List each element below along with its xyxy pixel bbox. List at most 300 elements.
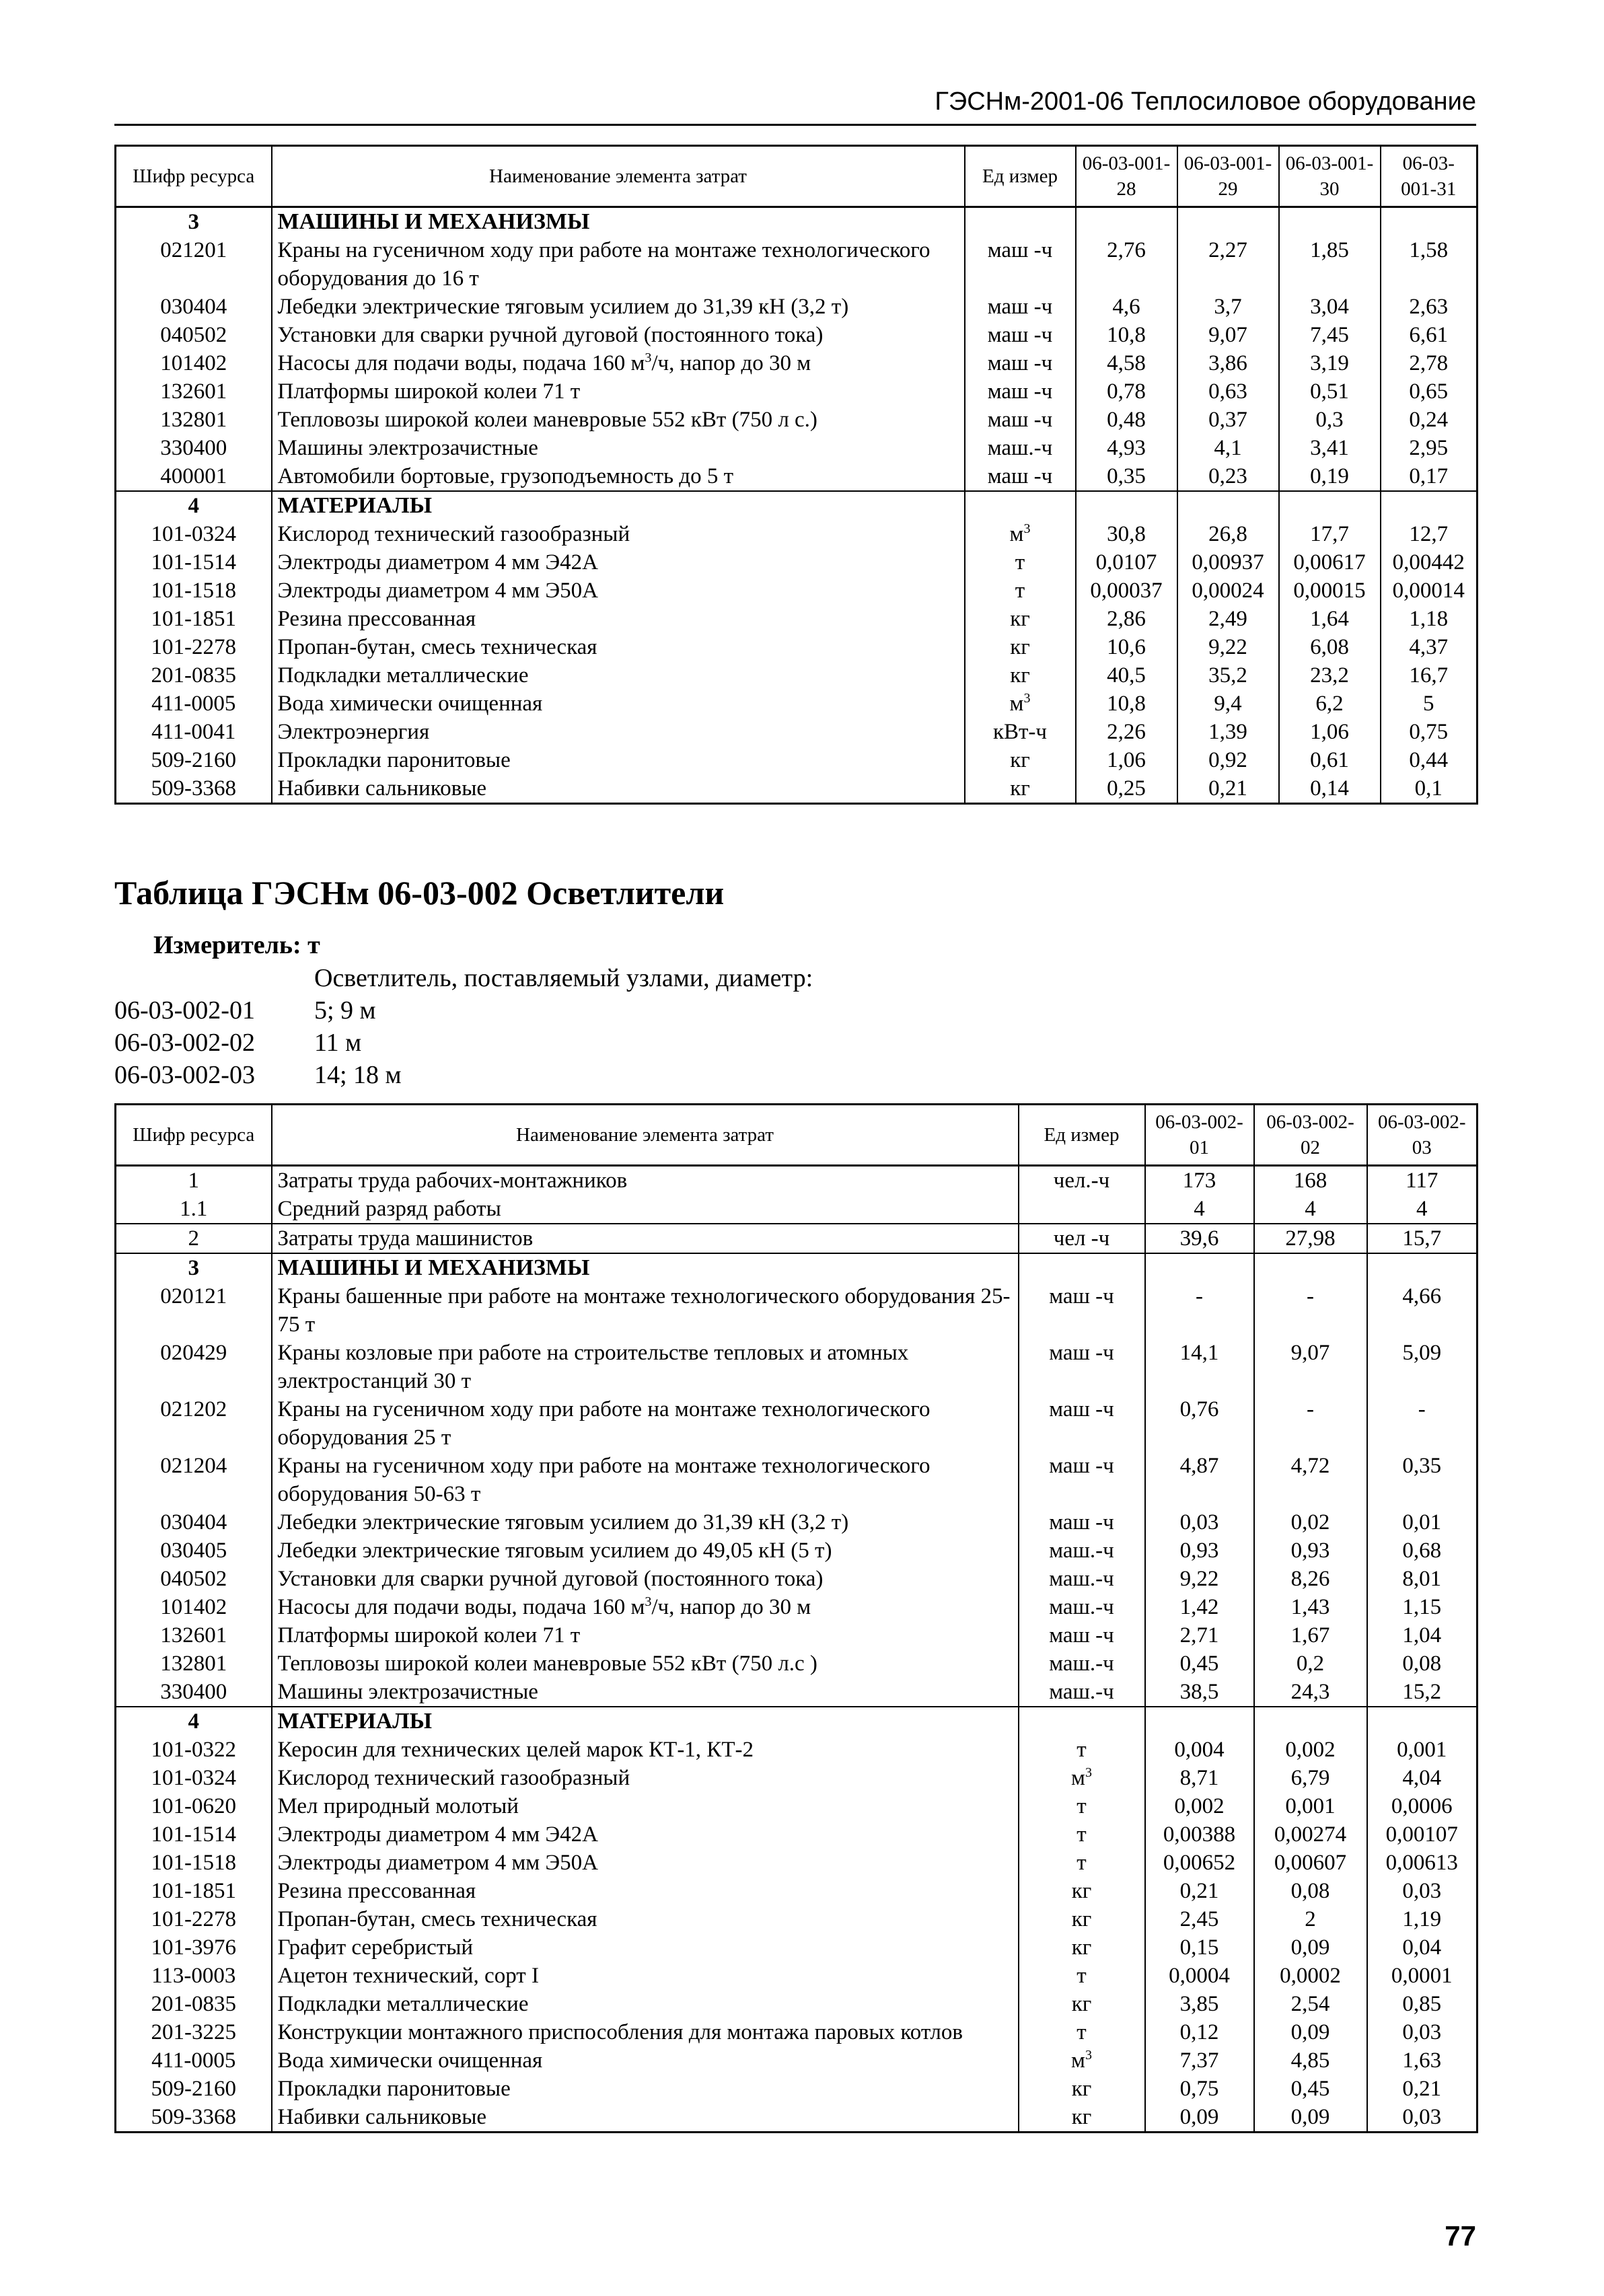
cell-value: 2,78 — [1381, 349, 1478, 377]
cell-unit: маш.-ч — [1019, 1565, 1145, 1593]
variant-line — [114, 996, 653, 1025]
cell-value: 2,54 — [1254, 1990, 1367, 2018]
table-row — [116, 1650, 1478, 1678]
cell-value: 4 — [1254, 1195, 1367, 1224]
cell-name: Электроды диаметром 4 мм Э50А — [272, 577, 965, 605]
cell-value: 1,18 — [1381, 605, 1478, 633]
cell-code: 509-3368 — [116, 774, 272, 804]
table-row — [116, 605, 1478, 633]
cell-value: 3,04 — [1279, 293, 1381, 321]
cell-name: Краны на гусеничном ходу при работе на монтаже технологического оборудования 50-63 т — [272, 1452, 1019, 1508]
cell-unit: т — [965, 577, 1076, 605]
cell-value: 2,95 — [1381, 434, 1478, 462]
cell-value: 0,09 — [1145, 2103, 1254, 2133]
col-header-norm: 06-03-001-29 — [1177, 146, 1279, 207]
cell-name: Краны на гусеничном ходу при работе на монтаже технологического оборудования до 16 т — [272, 236, 965, 293]
cell-value: 0,00274 — [1254, 1820, 1367, 1849]
cell-unit: маш -ч — [1019, 1339, 1145, 1395]
cell-value: 0,85 — [1367, 1990, 1478, 2018]
cell-value — [1076, 491, 1177, 520]
cell-value: 0,03 — [1145, 1508, 1254, 1536]
cell-unit: кг — [965, 746, 1076, 774]
cell-value: 0,21 — [1145, 1877, 1254, 1905]
table-title: Таблица ГЭСНм 06-03-002 Осветлители — [114, 874, 725, 912]
table-header-row — [116, 1105, 1478, 1166]
cell-code: 020429 — [116, 1339, 272, 1395]
cell-unit: т — [1019, 1849, 1145, 1877]
table-row — [116, 661, 1478, 690]
cell-value: 0,93 — [1254, 1536, 1367, 1565]
cell-code: 411-0005 — [116, 690, 272, 718]
variants-intro: Осветлитель, поставляемый узлами, диаметр: — [314, 964, 813, 992]
cell-value: 0,002 — [1254, 1736, 1367, 1764]
table-row — [116, 718, 1478, 746]
cell-unit: маш -ч — [1019, 1282, 1145, 1339]
cell-code: 101-0322 — [116, 1736, 272, 1764]
section-row — [116, 491, 1478, 520]
cell-unit — [1019, 1195, 1145, 1224]
cell-value: 0,001 — [1254, 1792, 1367, 1820]
cell-name: Мел природный молотый — [272, 1792, 1019, 1820]
cell-value: 23,2 — [1279, 661, 1381, 690]
cell-value: 30,8 — [1076, 520, 1177, 548]
table-row — [116, 1166, 1478, 1195]
table-row — [116, 434, 1478, 462]
cell-code: 101-1518 — [116, 1849, 272, 1877]
cell-code: 132601 — [116, 377, 272, 406]
cell-unit: $м^3$ — [1019, 1764, 1145, 1792]
cell-code: 411-0041 — [116, 718, 272, 746]
cell-code: 2 — [116, 1224, 272, 1253]
cell-code: 020121 — [116, 1282, 272, 1339]
cell-value: 0,00607 — [1254, 1849, 1367, 1877]
cell-value: 0,00107 — [1367, 1820, 1478, 1849]
cell-unit: кг — [1019, 1990, 1145, 2018]
cell-value: 8,01 — [1367, 1565, 1478, 1593]
cell-unit: кг — [1019, 1933, 1145, 1962]
cell-code: 132801 — [116, 1650, 272, 1678]
cell-unit: маш -ч — [965, 293, 1076, 321]
cell-value: 10,8 — [1076, 321, 1177, 349]
cell-code: 201-3225 — [116, 2018, 272, 2046]
cell-name: Прокладки паронитовые — [272, 746, 965, 774]
cell-value: 6,08 — [1279, 633, 1381, 661]
cell-unit: $м^3$ — [965, 690, 1076, 718]
cell-value — [1254, 1707, 1367, 1736]
cell-value: 0,65 — [1381, 377, 1478, 406]
cell-value: 0,44 — [1381, 746, 1478, 774]
cell-value: 0,12 — [1145, 2018, 1254, 2046]
cell-value: 0,002 — [1145, 1792, 1254, 1820]
cell-value: 27,98 — [1254, 1224, 1367, 1253]
cell-value: 24,3 — [1254, 1678, 1367, 1707]
cell-unit: маш.-ч — [1019, 1650, 1145, 1678]
cell-code: 021204 — [116, 1452, 272, 1508]
cell-unit: маш -ч — [1019, 1508, 1145, 1536]
cell-code: 330400 — [116, 1678, 272, 1707]
cell-unit: маш -ч — [1019, 1621, 1145, 1650]
cell-value: 0,45 — [1145, 1650, 1254, 1678]
cell-name: Насосы для подачи воды, подача 160 $м^3/ч$, напор до 30 м — [272, 349, 965, 377]
cell-value: 0,004 — [1145, 1736, 1254, 1764]
cell-value: 35,2 — [1177, 661, 1279, 690]
cell-value: 1,39 — [1177, 718, 1279, 746]
cell-value: 4 — [1367, 1195, 1478, 1224]
cell-name: Автомобили бортовые, грузоподъемность до 5 т — [272, 462, 965, 491]
col-header-norm: 06-03-001-30 — [1279, 146, 1381, 207]
cell-value: 0,19 — [1279, 462, 1381, 491]
cell-code: 021202 — [116, 1395, 272, 1452]
cell-value: 10,8 — [1076, 690, 1177, 718]
page-number: 77 — [1445, 2220, 1476, 2252]
cell-name: Краны башенные при работе на монтаже технологического оборудования 25-75 т — [272, 1282, 1019, 1339]
variant-code: 06-03-002-01 — [114, 996, 255, 1025]
table-row — [116, 1282, 1478, 1339]
cell-value: 0,00388 — [1145, 1820, 1254, 1849]
cell-value: 0,17 — [1381, 462, 1478, 491]
cell-value: 3,85 — [1145, 1990, 1254, 2018]
cell-value: 1,85 — [1279, 236, 1381, 293]
cell-value: 0,35 — [1076, 462, 1177, 491]
table-row — [116, 1962, 1478, 1990]
cell-name: МАТЕРИАЛЫ — [272, 491, 965, 520]
cell-name: МАТЕРИАЛЫ — [272, 1707, 1019, 1736]
cell-value: 9,07 — [1254, 1339, 1367, 1395]
cell-value: - — [1367, 1395, 1478, 1452]
cell-code: 509-2160 — [116, 746, 272, 774]
variant-code: 06-03-002-03 — [114, 1061, 255, 1089]
cell-value: 8,26 — [1254, 1565, 1367, 1593]
cell-unit: чел -ч — [1019, 1224, 1145, 1253]
table-row — [116, 774, 1478, 804]
cell-code: 101402 — [116, 349, 272, 377]
cell-value: 0,76 — [1145, 1395, 1254, 1452]
table-row — [116, 2103, 1478, 2133]
cell-unit: т — [965, 548, 1076, 577]
cell-value: 0,00442 — [1381, 548, 1478, 577]
cell-code: 101402 — [116, 1593, 272, 1621]
cell-name: Краны козловые при работе на строительстве тепловых и атомных электростанций 30 т — [272, 1339, 1019, 1395]
cell-value: 0,09 — [1254, 2103, 1367, 2133]
cell-value — [1145, 1253, 1254, 1282]
cell-value: 9,4 — [1177, 690, 1279, 718]
col-header-norm: 06-03-001-28 — [1076, 146, 1177, 207]
cell-value: 0,2 — [1254, 1650, 1367, 1678]
cell-value: 4,72 — [1254, 1452, 1367, 1508]
table-row — [116, 2018, 1478, 2046]
cell-value — [1381, 491, 1478, 520]
cell-value: 0,0002 — [1254, 1962, 1367, 1990]
cell-value: 0,09 — [1254, 2018, 1367, 2046]
table-row — [116, 1990, 1478, 2018]
cell-value: 0,14 — [1279, 774, 1381, 804]
table-row — [116, 1452, 1478, 1508]
cell-code: 101-0324 — [116, 1764, 272, 1792]
cell-code: 400001 — [116, 462, 272, 491]
cell-value: 0,3 — [1279, 406, 1381, 434]
cell-value: 4,93 — [1076, 434, 1177, 462]
cell-value: 1,58 — [1381, 236, 1478, 293]
cell-code: 1.1 — [116, 1195, 272, 1224]
cell-value: 0,00015 — [1279, 577, 1381, 605]
cell-unit: т — [1019, 2018, 1145, 2046]
cell-value — [1381, 207, 1478, 237]
cell-value: 2,76 — [1076, 236, 1177, 293]
cell-name: Набивки сальниковые — [272, 774, 965, 804]
cell-code: 101-1518 — [116, 577, 272, 605]
cell-name: Резина прессованная — [272, 1877, 1019, 1905]
cell-name: Графит серебристый — [272, 1933, 1019, 1962]
cell-value: 3,86 — [1177, 349, 1279, 377]
cell-unit — [1019, 1253, 1145, 1282]
cell-value: 0,0107 — [1076, 548, 1177, 577]
cell-unit: кВт-ч — [965, 718, 1076, 746]
cell-unit: т — [1019, 1962, 1145, 1990]
variant-desc: 14; 18 м — [314, 1061, 402, 1089]
cell-value: 0,08 — [1254, 1877, 1367, 1905]
table-row — [116, 1736, 1478, 1764]
cell-value: 0,48 — [1076, 406, 1177, 434]
cell-name: Резина прессованная — [272, 605, 965, 633]
cell-value: 0,0004 — [1145, 1962, 1254, 1990]
cell-value: 0,21 — [1177, 774, 1279, 804]
cell-unit: $м^3$ — [1019, 2046, 1145, 2075]
cell-code: 330400 — [116, 434, 272, 462]
cell-value: 0,03 — [1367, 2018, 1478, 2046]
cell-value: 4,66 — [1367, 1282, 1478, 1339]
cell-value: 0,00037 — [1076, 577, 1177, 605]
cell-value: 0,92 — [1177, 746, 1279, 774]
table-header-row — [116, 146, 1478, 207]
cell-unit: $м^3$ — [965, 520, 1076, 548]
cell-value: 1,67 — [1254, 1621, 1367, 1650]
cell-value: 0,37 — [1177, 406, 1279, 434]
cell-unit: маш -ч — [965, 377, 1076, 406]
cell-value: 0,00024 — [1177, 577, 1279, 605]
col-header-norm: 06-03-002-02 — [1254, 1105, 1367, 1166]
cell-value: 0,15 — [1145, 1933, 1254, 1962]
cell-name: Машины электрозачистные — [272, 1678, 1019, 1707]
cell-unit: маш -ч — [965, 236, 1076, 293]
cell-code: 040502 — [116, 321, 272, 349]
cell-value: 4,6 — [1076, 293, 1177, 321]
cell-unit: маш.-ч — [965, 434, 1076, 462]
cell-value: 2,86 — [1076, 605, 1177, 633]
cell-code: 4 — [116, 1707, 272, 1736]
cell-name: Пропан-бутан, смесь техническая — [272, 633, 965, 661]
cell-name: Затраты труда рабочих-монтажников — [272, 1166, 1019, 1195]
cell-code: 201-0835 — [116, 661, 272, 690]
cell-code: 132801 — [116, 406, 272, 434]
cell-value: 5,09 — [1367, 1339, 1478, 1395]
cell-value: 4,04 — [1367, 1764, 1478, 1792]
cell-value: 15,7 — [1367, 1224, 1478, 1253]
table-row — [116, 520, 1478, 548]
cell-unit: маш.-ч — [1019, 1536, 1145, 1565]
col-header-code: Шифр ресурса — [116, 146, 272, 207]
cell-value: 4,87 — [1145, 1452, 1254, 1508]
table-row — [116, 746, 1478, 774]
cell-value — [1367, 1707, 1478, 1736]
cell-value: 9,07 — [1177, 321, 1279, 349]
cell-code: 113-0003 — [116, 1962, 272, 1990]
cell-value: 9,22 — [1177, 633, 1279, 661]
cell-name: Машины электрозачистные — [272, 434, 965, 462]
cell-value: 0,00617 — [1279, 548, 1381, 577]
cell-name: Электроды диаметром 4 мм Э42А — [272, 548, 965, 577]
cell-name: Керосин для технических целей марок КТ-1, КТ-2 — [272, 1736, 1019, 1764]
cell-value: 0,03 — [1367, 2103, 1478, 2133]
cell-value: 2,27 — [1177, 236, 1279, 293]
cell-value: 9,22 — [1145, 1565, 1254, 1593]
cell-value: 0,00937 — [1177, 548, 1279, 577]
cell-name: Ацетон технический, сорт I — [272, 1962, 1019, 1990]
cell-code: 101-1514 — [116, 548, 272, 577]
cell-name: Электроды диаметром 4 мм Э42А — [272, 1820, 1019, 1849]
cell-code: 040502 — [116, 1565, 272, 1593]
cell-value: 17,7 — [1279, 520, 1381, 548]
col-header-unit: Ед измер — [965, 146, 1076, 207]
superscript: 3 — [1023, 691, 1031, 706]
cell-value: 2,71 — [1145, 1621, 1254, 1650]
col-header-name: Наименование элемента затрат — [272, 1105, 1019, 1166]
cell-code: 101-0620 — [116, 1792, 272, 1820]
superscript: 3 — [645, 350, 652, 365]
table-row — [116, 2075, 1478, 2103]
cell-value: 4,37 — [1381, 633, 1478, 661]
table-row — [116, 1849, 1478, 1877]
cell-value: 4,58 — [1076, 349, 1177, 377]
cell-name: Лебедки электрические тяговым усилием до 31,39 кН (3,2 т) — [272, 293, 965, 321]
cell-value: 12,7 — [1381, 520, 1478, 548]
cell-value: 0,21 — [1367, 2075, 1478, 2103]
cell-code: 101-1514 — [116, 1820, 272, 1849]
cell-value — [1367, 1253, 1478, 1282]
cell-unit: кг — [965, 605, 1076, 633]
cell-name: Средний разряд работы — [272, 1195, 1019, 1224]
cell-unit — [965, 207, 1076, 237]
cell-code: 101-1851 — [116, 605, 272, 633]
cell-value: 4,1 — [1177, 434, 1279, 462]
table-row — [116, 236, 1478, 293]
cell-name: Платформы широкой колеи 71 т — [272, 377, 965, 406]
superscript: 3 — [1085, 1765, 1092, 1780]
cell-name: Лебедки электрические тяговым усилием до 49,05 кН (5 т) — [272, 1536, 1019, 1565]
cell-value: 0,0006 — [1367, 1792, 1478, 1820]
table-row — [116, 1593, 1478, 1621]
cell-value: 10,6 — [1076, 633, 1177, 661]
cell-code: 3 — [116, 207, 272, 237]
cell-value: 14,1 — [1145, 1339, 1254, 1395]
cell-value: 2,63 — [1381, 293, 1478, 321]
cell-unit: маш -ч — [1019, 1395, 1145, 1452]
cell-code: 101-2278 — [116, 1905, 272, 1933]
table-row — [116, 1820, 1478, 1849]
cell-name: МАШИНЫ И МЕХАНИЗМЫ — [272, 207, 965, 237]
cell-unit: т — [1019, 1736, 1145, 1764]
cell-code: 030404 — [116, 1508, 272, 1536]
table-body — [116, 1166, 1478, 2133]
table-row — [116, 1195, 1478, 1224]
cell-value — [1076, 207, 1177, 237]
cell-value: 6,61 — [1381, 321, 1478, 349]
cell-code: 1 — [116, 1166, 272, 1195]
cell-value: 117 — [1367, 1166, 1478, 1195]
cell-value: 0,75 — [1145, 2075, 1254, 2103]
table-row — [116, 462, 1478, 491]
cell-unit: кг — [1019, 2103, 1145, 2133]
cell-name: Тепловозы широкой колеи маневровые 552 кВт (750 л.с ) — [272, 1650, 1019, 1678]
superscript: 3 — [1023, 521, 1031, 536]
table-row — [116, 1339, 1478, 1395]
cell-code: 101-1851 — [116, 1877, 272, 1905]
cell-value: 1,19 — [1367, 1905, 1478, 1933]
cell-unit: кг — [965, 661, 1076, 690]
cell-code: 3 — [116, 1253, 272, 1282]
table-row — [116, 1933, 1478, 1962]
cell-unit — [965, 491, 1076, 520]
cell-unit: кг — [1019, 1877, 1145, 1905]
cell-value: 0,93 — [1145, 1536, 1254, 1565]
cell-value: 3,19 — [1279, 349, 1381, 377]
variant-desc: 5; 9 м — [314, 996, 376, 1025]
cell-unit: маш -ч — [965, 349, 1076, 377]
table-row — [116, 1536, 1478, 1565]
cell-unit: маш.-ч — [1019, 1678, 1145, 1707]
cell-code: 509-2160 — [116, 2075, 272, 2103]
cell-name: Установки для сварки ручной дуговой (постоянного тока) — [272, 1565, 1019, 1593]
cell-value: 7,37 — [1145, 2046, 1254, 2075]
cell-name: МАШИНЫ И МЕХАНИЗМЫ — [272, 1253, 1019, 1282]
cell-code: 201-0835 — [116, 1990, 272, 2018]
table-row — [116, 1395, 1478, 1452]
cell-value: 5 — [1381, 690, 1478, 718]
table-row — [116, 1905, 1478, 1933]
cell-value — [1279, 207, 1381, 237]
cell-unit — [1019, 1707, 1145, 1736]
cell-name: Затраты труда машинистов — [272, 1224, 1019, 1253]
cell-value: 0,00014 — [1381, 577, 1478, 605]
table-row — [116, 1678, 1478, 1707]
cell-unit: кг — [1019, 1905, 1145, 1933]
cell-code: 030405 — [116, 1536, 272, 1565]
cell-value: 0,09 — [1254, 1933, 1367, 1962]
cell-value: 26,8 — [1177, 520, 1279, 548]
col-header-norm: 06-03-002-03 — [1367, 1105, 1478, 1166]
cell-name: Установки для сварки ручной дуговой (постоянного тока) — [272, 321, 965, 349]
section-row — [116, 207, 1478, 237]
table-body — [116, 207, 1478, 804]
cell-value: 0,0001 — [1367, 1962, 1478, 1990]
cell-value: 0,01 — [1367, 1508, 1478, 1536]
cell-name: Лебедки электрические тяговым усилием до 31,39 кН (3,2 т) — [272, 1508, 1019, 1536]
cell-value: 1,06 — [1279, 718, 1381, 746]
cell-value: 7,45 — [1279, 321, 1381, 349]
cell-value: 0,78 — [1076, 377, 1177, 406]
superscript: 3 — [1085, 2048, 1092, 2063]
cell-value: 1,06 — [1076, 746, 1177, 774]
cell-unit: маш -ч — [1019, 1452, 1145, 1508]
cell-code: 021201 — [116, 236, 272, 293]
cell-value: 0,45 — [1254, 2075, 1367, 2103]
cell-value: 0,04 — [1367, 1933, 1478, 1962]
cell-value: 38,5 — [1145, 1678, 1254, 1707]
superscript: 3 — [645, 1594, 652, 1609]
cell-value: 15,2 — [1367, 1678, 1478, 1707]
cell-value: 1,04 — [1367, 1621, 1478, 1650]
cell-value: 2,45 — [1145, 1905, 1254, 1933]
cell-value: 0,1 — [1381, 774, 1478, 804]
